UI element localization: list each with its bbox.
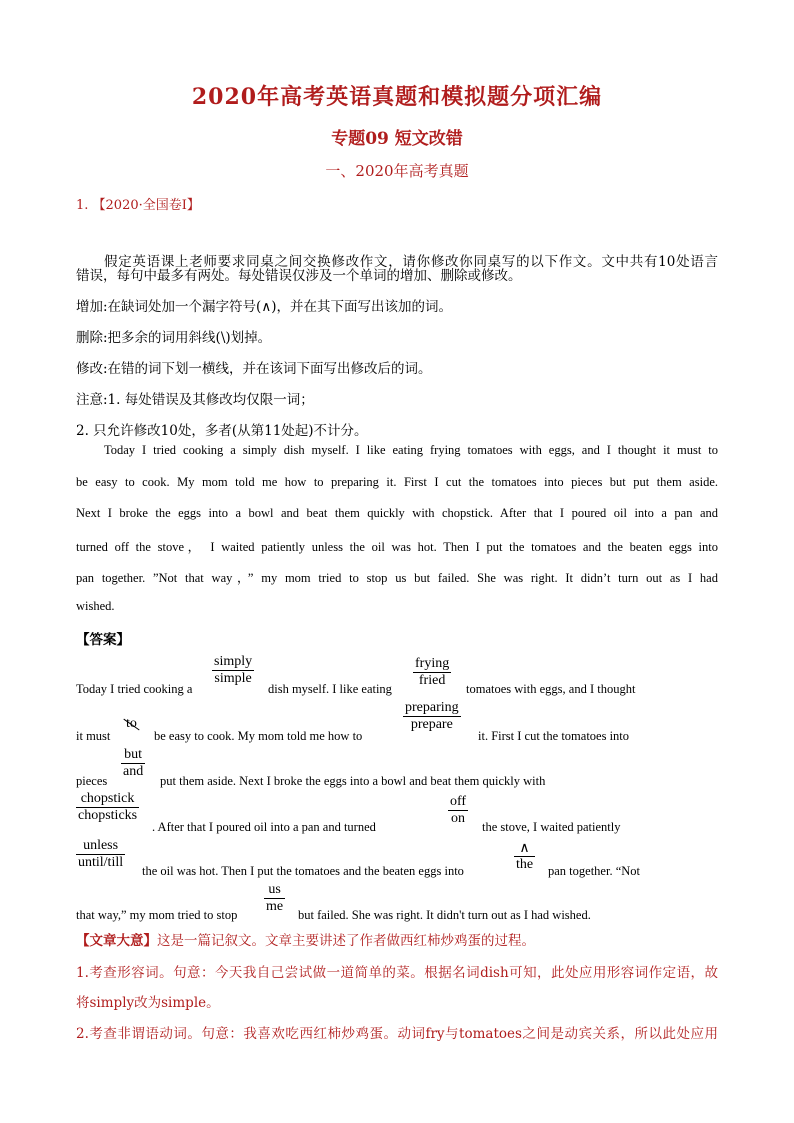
correction-unless [76,838,125,871]
passage-line: turned off the stove， I waited patiently unless the oil was hot. Then I put the tomatoes and the beaten eggs into [76,540,718,554]
instruction-line: 错误，每句中最多有两处。每处错误仅涉及一个单词的增加、删除或修改。 [76,268,522,284]
summary-label: 【文章大意】 [76,933,157,949]
instruction-line: 2. 只允许修改10处，多者(从第11处起)不计分。 [76,423,368,439]
analysis-point: 将simply改为simple。 [76,995,220,1011]
answer-text: dish myself. I like eating [268,682,392,696]
corrected-word: until/till [78,855,124,870]
answer-text: that way,” my mom tried to stop [76,908,238,922]
analysis-point: 2.考查非谓语动词。句意：我喜欢吃西红柿炒鸡蛋。动词fry与tomatoes之间是动宾关系，所以此处应用 [76,1026,718,1042]
corrected-word: and [123,764,144,779]
correction-delete-to [124,716,139,732]
article-summary [76,927,718,955]
corrected-word: on [451,811,466,826]
section-heading: 一、2020年高考真题 [325,162,469,180]
wrong-word: preparing [405,700,459,715]
instruction-line: 修改:在错的词下划一横线，并在该词下面写出修改后的词。 [76,361,432,377]
corrected-word: simple [214,671,252,686]
answer-text: the oil was hot. Then I put the tomatoes and the beaten eggs into [142,864,464,878]
instruction-line: 删除:把多余的词用斜线(\)划掉。 [76,330,272,346]
wrong-word: unless [83,838,119,853]
corrected-word: chopsticks [78,808,138,823]
wrong-word: us [268,882,281,897]
answer-text: be easy to cook. My mom told me how to [154,729,363,743]
passage-line: Today I tried cooking a simply dish myself. I like eating frying tomatoes with eggs, and I thought it must to [104,443,718,457]
correction-simply [212,654,254,687]
answer-text: put them aside. Next I broke the eggs into a bowl and beat them quickly with [160,774,546,788]
correction-insert-the [514,842,535,873]
inserted-word: the [516,857,534,872]
correction-preparing [403,700,461,733]
deleted-word: to [126,716,137,731]
answer-text: it must [76,729,111,743]
answer-heading: 【答案】 [76,632,130,648]
passage-line: pan together. ”Not that way，” my mom tried to stop us but failed. She was right. It didn’t turn out as I had [76,571,718,585]
question-label: 1. 【2020·全国卷I】 [76,198,200,213]
answer-text: the stove, I waited patiently [482,820,621,834]
instruction-line: 假定英语课上老师要求同桌之间交换修改作文，请你修改你同桌写的以下作文。文中共有10处语言 [104,254,718,270]
insert-caret: ∧ [519,841,530,856]
summary-text: 这是一篇记叙文。文章主要讲述了作者做西红柿炒鸡蛋的过程。 [157,933,535,949]
wrong-word: frying [415,656,450,671]
corrected-word: fried [418,673,446,688]
wrong-word: off [450,794,467,809]
analysis-point: 1.考查形容词。句意：今天我自己尝试做一道简单的菜。根据名词dish可知，此处应用形容词作定语，故 [76,965,718,981]
answer-text: it. First I cut the tomatoes into [478,729,630,743]
page-title: 2020年高考英语真题和模拟题分项汇编 [191,84,603,110]
passage-line: be easy to cook. My mom told me how to preparing it. First I cut the tomatoes into pieces but put them aside. [76,475,718,489]
topic-subtitle: 专题09 短文改错 [331,129,463,149]
wrong-word: chopstick [80,791,135,806]
correction-chopstick [76,791,139,824]
answer-text: Today I tried cooking a [76,682,193,696]
instruction-line: 增加:在缺词处加一个漏字符号(∧)，并在其下面写出该加的词。 [76,299,452,315]
answer-text: tomatoes with eggs, and I thought [466,682,636,696]
wrong-word: simply [214,654,253,669]
correction-off [448,794,468,827]
answer-text: . After that I poured oil into a pan and turned [152,820,376,834]
correction-but [121,747,145,780]
instruction-line: 注意:1. 每处错误及其修改均仅限一词； [76,392,314,408]
passage-line: Next I broke the eggs into a bowl and beat them quickly with chopstick. After that I poured oil into a pan and [76,506,718,520]
answer-text: pan together. “Not [548,864,640,878]
corrected-word: me [266,899,284,914]
passage-line: wished. [76,599,115,613]
wrong-word: but [124,747,143,762]
answer-text: but failed. She was right. It didn't turn out as I had wished. [298,908,591,922]
corrected-word: prepare [410,717,453,732]
answer-text: pieces [76,774,108,788]
correction-us [264,882,285,915]
correction-frying [413,656,451,689]
